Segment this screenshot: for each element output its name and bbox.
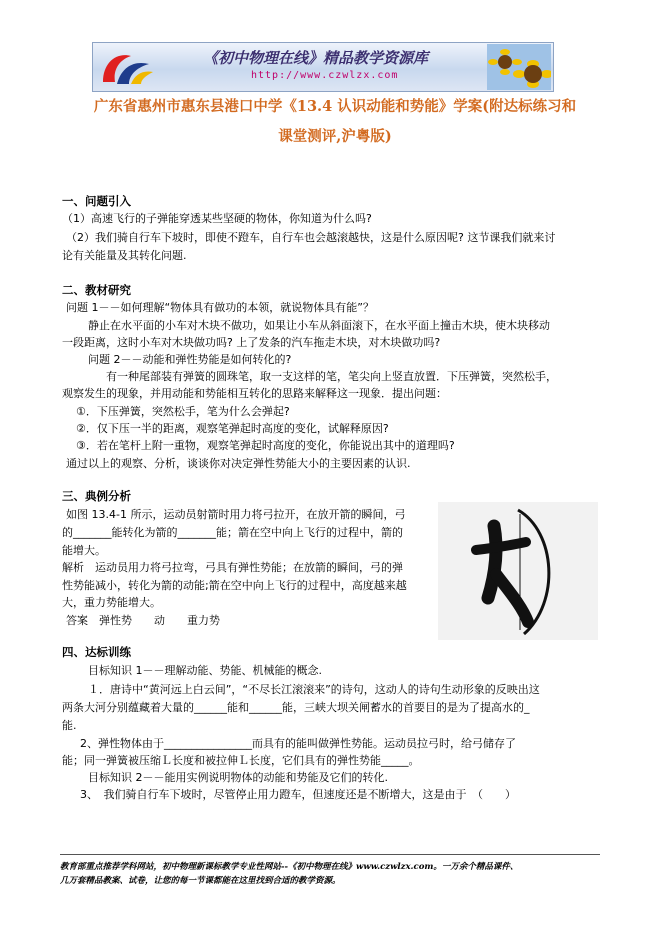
s4-q1-line2: 两条大河分别蕴藏着大量的______能和______能，三峡大坝关闸蓄水的首要目的是为了提高水的_ xyxy=(62,701,530,714)
s4-q1-line3: 能. xyxy=(62,719,77,732)
footer-line-2: 几万套精品教案、试卷，让您的每一节课都能在这里找到合适的教学资源。 xyxy=(60,876,341,886)
document-title xyxy=(65,92,605,152)
title-line-2: 课堂测评,沪粤版) xyxy=(278,128,392,145)
s3-example-line1: 如图 13.4-1 所示，运动员射箭时用力将弓拉开，在放开箭的瞬间，弓 xyxy=(66,508,406,521)
footer-divider xyxy=(60,854,600,855)
banner-url[interactable]: http://www.czwlzx.com xyxy=(251,70,399,81)
s2-para-5: 有一种尾部装有弹簧的圆珠笔，取一支这样的笔，笔尖向上竖直放置．下压弹簧，突然松手， xyxy=(106,370,557,383)
s2-item-2: ②．仅下压一半的距离，观察笔弹起时高度的变化，试解释原因? xyxy=(76,422,389,435)
s2-para-6: 观察发生的现象，并用动能和势能相互转化的思路来解释这一现象．提出问题： xyxy=(62,387,447,400)
s4-goal-1: 目标知识 1－－理解动能、势能、机械能的概念. xyxy=(88,664,322,677)
footer-line-1: 教育部重点推荐学科网站，初中物理新课标教学专业性网站--《初中物理在线》www.czwlzx.com。一万余个精品课件、 xyxy=(60,862,519,872)
s3-analysis-line3: 大，重力势能增大。 xyxy=(62,596,161,609)
title-line-1: 广东省惠州市惠东县港口中学《13.4 认识动能和势能》学案(附达标练习和 xyxy=(93,98,577,115)
section-2-heading: 二、教材研究 xyxy=(62,283,131,297)
s3-analysis-line2: 性势能减小，转化为箭的动能;箭在空中向上飞行的过程中，高度越来越 xyxy=(62,579,407,592)
sunflower-image xyxy=(487,44,551,90)
s3-answer: 答案 弹性势 动 重力势 xyxy=(66,614,220,627)
s2-para-4: 问题 2－－动能和弹性势能是如何转化的? xyxy=(88,353,292,366)
s2-para-3: 一段距离，这时小车对木块做功吗? 上了发条的汽车拖走木块，对木块做功吗? xyxy=(62,336,441,349)
s4-goal-2: 目标知识 2－－能用实例说明物体的动能和势能及它们的转化. xyxy=(88,771,388,784)
s4-q3: 3、 我们骑自行车下坡时，尽管停止用力蹬车，但速度还是不断增大，这是由于 （ ） xyxy=(80,788,516,801)
s2-item-3: ③．若在笔杆上附一重物，观察笔弹起时高度的变化，你能说出其中的道理吗? xyxy=(76,439,455,452)
s4-q2-line1: 2、弹性物体由于________________而具有的能叫做弹性势能。运动员拉弓时，给弓储存了 xyxy=(80,737,516,750)
s2-para-2: 静止在水平面的小车对木块不做功，如果让小车从斜面滚下，在水平面上撞击木块，使木块移动 xyxy=(88,319,550,332)
banner-title: 《初中物理在线》精品教学资源库 xyxy=(203,49,429,67)
s4-q1-line1: １．唐诗中“黄河远上白云间”，“不尽长江滚滚来”的诗句，这动人的诗句生动形象的反映出这 xyxy=(88,683,540,696)
s1-q1: （1）高速飞行的子弹能穿透某些坚硬的物体，你知道为什么吗? xyxy=(62,212,372,225)
s2-item-1: ①．下压弹簧，突然松手，笔为什么会弹起? xyxy=(76,405,290,418)
site-logo xyxy=(97,46,159,88)
section-4-heading: 四、达标训练 xyxy=(62,645,131,659)
section-3-heading: 三、典例分析 xyxy=(62,489,131,503)
s1-q2-line2: 论有关能量及其转化问题. xyxy=(62,249,187,262)
section-1-heading: 一、问题引入 xyxy=(62,194,131,208)
s1-q2-line1: （2）我们骑自行车下坡时，即使不蹬车，自行车也会越滚越快，这是什么原因呢? 这节课我们就来讨 xyxy=(66,231,556,244)
s4-q2-line2: 能；同一弹簧被压缩Ｌ长度和被拉伸Ｌ长度，它们具有的弹性势能_____。 xyxy=(62,754,420,767)
header-banner xyxy=(92,42,554,92)
s2-para-1: 问题 1－－如何理解“物体具有做功的本领，就说物体具有能”？ xyxy=(66,301,374,314)
s2-para-10: 通过以上的观察、分析，谈谈你对决定弹性势能大小的主要因素的认识. xyxy=(66,457,411,470)
s3-analysis-line1: 解析 运动员用力将弓拉弯，弓具有弹性势能；在放箭的瞬间，弓的弹 xyxy=(62,561,403,574)
s3-example-line2: 的_______能转化为箭的_______能；箭在空中向上飞行的过程中，箭的 xyxy=(62,526,403,539)
s3-example-line3: 能增大。 xyxy=(62,544,106,557)
archer-figure xyxy=(438,502,598,640)
